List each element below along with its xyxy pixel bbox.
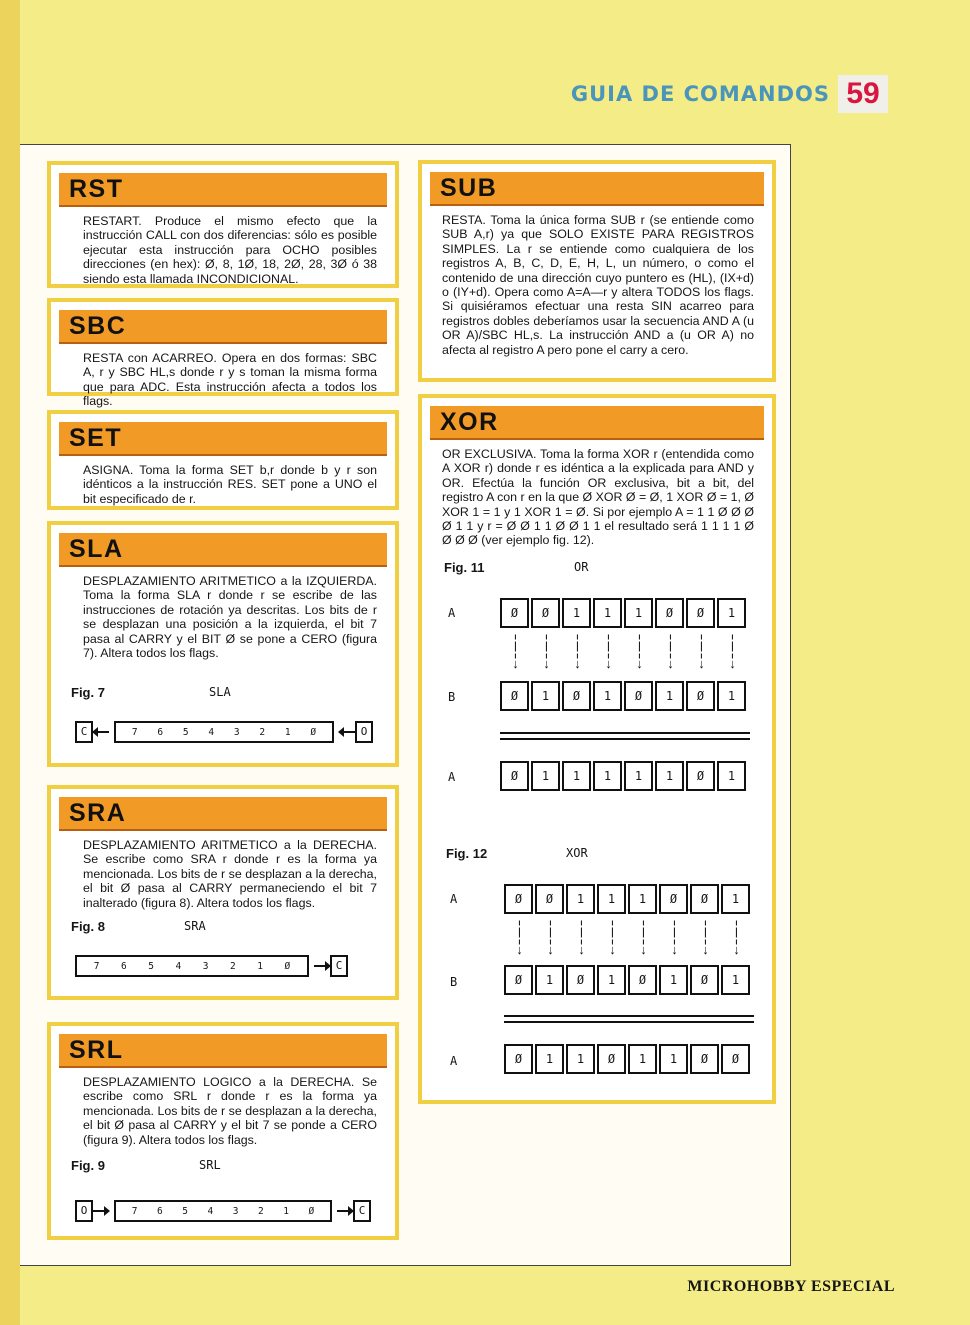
fig12-arrows: ¦ ¦ ↓ ¦ ¦ ↓ ¦ ¦ ↓ ¦ ¦ ↓ ¦ ¦ ↓ ¦ ¦ ↓ ¦ ¦ ↓ ¦ ¦ ↓ bbox=[516, 918, 740, 957]
fig8-diagram bbox=[75, 955, 348, 977]
sla-box bbox=[47, 521, 399, 767]
fig12-r-bit: Ø bbox=[721, 1044, 750, 1074]
sla-text: DESPLAZAMIENTO ARITMETICO a la IZQUIERDA. Toma la forma SLA r donde r se escribe de las instrucciones de rotación ya descritas. Los bits de r se desplazan una posición a la izquierda, el bit 7 pasa al CARRY y el BIT Ø se pone a CERO (figura 7). Altera todos los flags. bbox=[83, 574, 377, 661]
fig7-right-box: O bbox=[355, 721, 373, 743]
fig7-diagram bbox=[75, 721, 373, 743]
fig8-bit: 6 bbox=[121, 960, 127, 972]
fig11-row-a-label: A bbox=[448, 606, 456, 620]
fig12-row-a bbox=[504, 884, 752, 914]
set-text: ASIGNA. Toma la forma SET b,r donde b y r son idénticos a la instrucción RES. SET pone a UNO el bit especificado de r. bbox=[83, 463, 377, 506]
fig11-a-bit: 1 bbox=[624, 598, 653, 628]
fig12-a-bit: 1 bbox=[597, 884, 626, 914]
fig9-label: Fig. 9 bbox=[71, 1158, 105, 1173]
xor-title: XOR bbox=[430, 406, 764, 440]
set-title: SET bbox=[59, 422, 387, 456]
fig8-bit: 5 bbox=[148, 960, 154, 972]
fig12-a-bit: 1 bbox=[566, 884, 595, 914]
fig11-r-bit: 1 bbox=[531, 761, 560, 791]
fig12-r-bit: 1 bbox=[566, 1044, 595, 1074]
fig12-b-bit: Ø bbox=[628, 965, 657, 995]
fig7-register bbox=[114, 721, 334, 743]
sla-title: SLA bbox=[59, 533, 387, 567]
fig11-b-bit: 1 bbox=[655, 681, 684, 711]
fig12-row-a-label: A bbox=[450, 892, 458, 906]
page-edge-strip bbox=[0, 0, 20, 1325]
fig11-r-bit: 1 bbox=[593, 761, 622, 791]
fig12-r-bit: 1 bbox=[535, 1044, 564, 1074]
fig11-row-result-label: A bbox=[448, 770, 456, 784]
rst-text: RESTART. Produce el mismo efecto que la instrucción CALL con dos diferencias: sólo es posible ejecutar esta instrucción para OCHO posibles direcciones (en hex): Ø, 8, 1Ø, 18, 2Ø, 28, 3Ø ó 38 siendo esta llamada INCONDICIONAL. bbox=[83, 214, 377, 286]
fig12-r-bit: Ø bbox=[597, 1044, 626, 1074]
srl-box bbox=[47, 1022, 399, 1240]
fig11-a-bit: Ø bbox=[531, 598, 560, 628]
fig11-row-b-label: B bbox=[448, 690, 456, 704]
fig7-bit: 5 bbox=[182, 726, 189, 738]
fig12-title: XOR bbox=[566, 846, 588, 860]
fig12-r-bit: 1 bbox=[628, 1044, 657, 1074]
section-title: GUIA DE COMANDOS bbox=[570, 82, 830, 106]
sbc-text: RESTA con ACARREO. Opera en dos formas: SBC A, r y SBC HL,s donde r y s toman la misma forma que para ADC. Esta instrucción afecta a todos los flags. bbox=[83, 351, 377, 409]
fig11-r-bit: Ø bbox=[500, 761, 529, 791]
fig9-bit: 1 bbox=[283, 1205, 289, 1217]
fig8-bit: 7 bbox=[93, 960, 100, 972]
fig12-b-bit: Ø bbox=[690, 965, 719, 995]
srl-text: DESPLAZAMIENTO LOGICO a la DERECHA. Se escribe como SRL r donde r es la forma ya mencionada. Los bits de r se desplazan a la derecha, el bit Ø pasa al CARRY y el bit 7 se ponde a CERO (figura 9). Altera todos los flags. bbox=[83, 1075, 377, 1147]
fig9-diagram bbox=[75, 1200, 371, 1222]
fig12-r-bit: Ø bbox=[690, 1044, 719, 1074]
fig11-a-bit: Ø bbox=[500, 598, 529, 628]
fig9-bit: 2 bbox=[258, 1205, 264, 1217]
fig11-a-bit: 1 bbox=[593, 598, 622, 628]
set-box bbox=[47, 410, 399, 510]
fig7-arrow-right bbox=[339, 731, 355, 733]
rst-box bbox=[47, 161, 399, 288]
fig12-b-bit: 1 bbox=[659, 965, 688, 995]
fig11-divider bbox=[500, 732, 750, 734]
fig7-bit: 7 bbox=[131, 726, 138, 738]
fig11-divider bbox=[500, 738, 750, 740]
fig12-a-bit: Ø bbox=[504, 884, 533, 914]
fig12-divider bbox=[504, 1015, 754, 1017]
fig7-bit: 6 bbox=[157, 726, 164, 738]
fig8-carry-box: C bbox=[330, 955, 348, 977]
fig8-bit: 3 bbox=[202, 960, 209, 972]
fig12-a-bit: Ø bbox=[535, 884, 564, 914]
fig11-label: Fig. 11 bbox=[444, 560, 485, 575]
sub-box bbox=[418, 160, 776, 382]
fig9-bit: 7 bbox=[131, 1205, 138, 1217]
fig11-b-bit: 1 bbox=[531, 681, 560, 711]
fig11-b-bit: Ø bbox=[686, 681, 715, 711]
fig7-left-box: C bbox=[75, 721, 93, 743]
fig11-b-bit: 1 bbox=[593, 681, 622, 711]
fig11-a-bit: Ø bbox=[655, 598, 684, 628]
fig11-r-bit: 1 bbox=[562, 761, 591, 791]
fig9-left-box: O bbox=[75, 1200, 93, 1222]
xor-box bbox=[418, 394, 776, 1104]
sbc-title: SBC bbox=[59, 310, 387, 344]
fig11-b-bit: 1 bbox=[717, 681, 746, 711]
fig11-r-bit: Ø bbox=[686, 761, 715, 791]
fig12-b-bit: 1 bbox=[721, 965, 750, 995]
fig12-row-result bbox=[504, 1044, 752, 1074]
fig11-r-bit: 1 bbox=[717, 761, 746, 791]
fig9-register bbox=[114, 1200, 332, 1222]
fig11-row-result bbox=[500, 761, 748, 791]
fig11-a-bit: 1 bbox=[562, 598, 591, 628]
fig12-r-bit: Ø bbox=[504, 1044, 533, 1074]
fig7-bit: 1 bbox=[284, 726, 291, 738]
footer-publication: MICROHOBBY ESPECIAL bbox=[687, 1278, 895, 1295]
fig9-arrow-right bbox=[337, 1210, 353, 1212]
fig7-label: Fig. 7 bbox=[71, 685, 105, 700]
fig12-row-b-label: B bbox=[450, 975, 458, 989]
srl-title: SRL bbox=[59, 1034, 387, 1068]
fig7-bit: 2 bbox=[259, 726, 266, 738]
fig8-arrow bbox=[314, 965, 330, 967]
fig11-b-bit: Ø bbox=[562, 681, 591, 711]
fig9-bit: Ø bbox=[308, 1205, 315, 1217]
sra-title: SRA bbox=[59, 797, 387, 831]
fig12-b-bit: Ø bbox=[566, 965, 595, 995]
fig12-b-bit: 1 bbox=[597, 965, 626, 995]
fig11-title: OR bbox=[574, 560, 589, 574]
sub-text: RESTA. Toma la única forma SUB r (se entiende como SUB A,r) ya que SOLO EXISTE PARA REGISTROS SIMPLES. La r se entiende como cualquiera de los registros A, B, C, D, E, H, L, un número, o como el contenido de una dirección cuyo puntero es (HL), (IX+d) o (IY+d). Opera como A=A—r y altera TODOS los flags. Si quisiéramos efectuar una resta SIN acarreo para registros dobles deberíamos usar la secuencia AND A (u OR A)/SBC HL,s. La instrucción AND a (u OR A) no afecta al registro A pero pone el carry a cero. bbox=[442, 213, 754, 357]
fig9-title: SRL bbox=[199, 1158, 221, 1172]
fig9-bit: 6 bbox=[157, 1205, 163, 1217]
fig8-bit: 2 bbox=[230, 960, 236, 972]
sbc-box bbox=[47, 298, 399, 409]
fig9-arrow-left bbox=[93, 1210, 109, 1212]
rst-title: RST bbox=[59, 173, 387, 207]
fig7-bit: 4 bbox=[208, 726, 215, 738]
fig12-divider bbox=[504, 1021, 754, 1023]
fig12-a-bit: 1 bbox=[628, 884, 657, 914]
fig11-r-bit: 1 bbox=[624, 761, 653, 791]
fig7-arrow-left bbox=[93, 731, 109, 733]
sra-box bbox=[47, 785, 399, 1000]
fig11-row-b bbox=[500, 681, 748, 711]
fig8-register bbox=[75, 955, 309, 977]
fig7-bit: 3 bbox=[233, 726, 240, 738]
page-header bbox=[571, 75, 888, 113]
fig8-bit: 4 bbox=[175, 960, 182, 972]
fig7-bit: Ø bbox=[310, 726, 317, 738]
fig12-a-bit: Ø bbox=[690, 884, 719, 914]
fig12-a-bit: Ø bbox=[659, 884, 688, 914]
fig11-a-bit: Ø bbox=[686, 598, 715, 628]
fig11-b-bit: Ø bbox=[624, 681, 653, 711]
xor-text: OR EXCLUSIVA. Toma la forma XOR r (entendida como A XOR r) donde r es idéntica a la explicada para AND y OR. Efectúa la función OR exclusiva, bit a bit, del registro A con r en la que Ø XOR Ø = Ø, 1 XOR Ø = 1, Ø XOR 1 = 1 y 1 XOR 1 = Ø. Si por ejemplo A = 1 1 Ø Ø Ø Ø 1 1 y r = Ø Ø 1 1 Ø Ø 1 1 el resultado será 1 1 1 1 Ø Ø Ø Ø (ver ejemplo fig. 12). bbox=[442, 447, 754, 548]
fig11-b-bit: Ø bbox=[500, 681, 529, 711]
fig9-carry-box: C bbox=[353, 1200, 371, 1222]
fig12-r-bit: 1 bbox=[659, 1044, 688, 1074]
fig12-row-result-label: A bbox=[450, 1054, 458, 1068]
fig8-bit: 1 bbox=[257, 960, 263, 972]
fig12-label: Fig. 12 bbox=[446, 846, 488, 861]
fig12-row-b bbox=[504, 965, 752, 995]
fig12-b-bit: 1 bbox=[535, 965, 564, 995]
fig8-title: SRA bbox=[184, 919, 206, 933]
fig11-a-bit: 1 bbox=[717, 598, 746, 628]
fig8-label: Fig. 8 bbox=[71, 919, 105, 934]
page-number: 59 bbox=[838, 75, 888, 113]
fig9-bit: 3 bbox=[232, 1205, 239, 1217]
fig12-b-bit: Ø bbox=[504, 965, 533, 995]
sub-title: SUB bbox=[430, 172, 764, 206]
fig9-bit: 5 bbox=[182, 1205, 188, 1217]
fig11-r-bit: 1 bbox=[655, 761, 684, 791]
sra-text: DESPLAZAMIENTO ARITMETICO a la DERECHA. Se escribe como SRA r donde r es la forma ya mencionada. Los bits de r se desplazan a la derecha, el bit Ø pasa al CARRY permaneciendo el bit 7 inalterado (figura 8). Altera todos los flags. bbox=[83, 838, 377, 910]
fig11-row-a bbox=[500, 598, 748, 628]
fig7-title: SLA bbox=[209, 685, 231, 699]
fig11-arrows: ¦ ¦ ↓ ¦ ¦ ↓ ¦ ¦ ↓ ¦ ¦ ↓ ¦ ¦ ↓ ¦ ¦ ↓ ¦ ¦ ↓ ¦ ¦ ↓ bbox=[512, 632, 736, 671]
fig8-bit: Ø bbox=[284, 960, 291, 972]
fig12-a-bit: 1 bbox=[721, 884, 750, 914]
fig9-bit: 4 bbox=[207, 1205, 214, 1217]
